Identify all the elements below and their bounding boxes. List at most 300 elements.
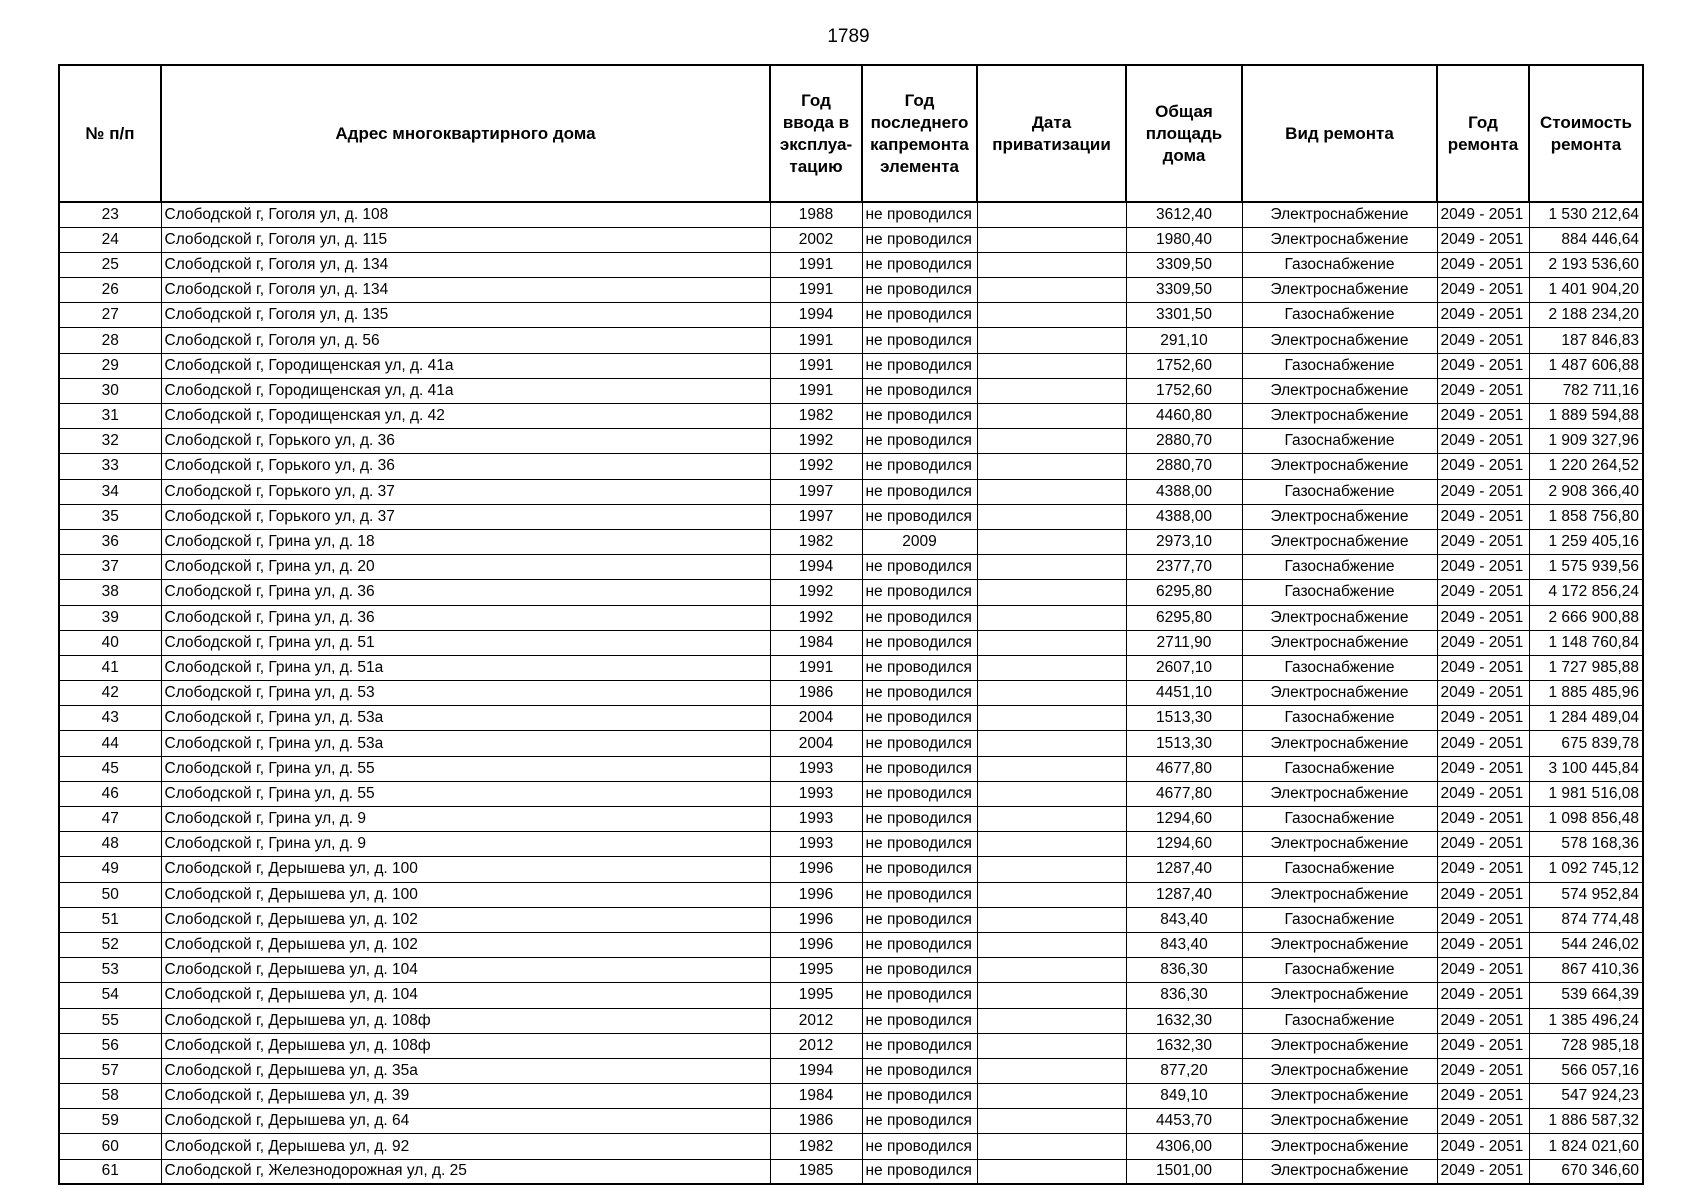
cell-area: 3301,50 — [1126, 303, 1242, 328]
cell-year-built: 1985 — [770, 1159, 862, 1184]
table-row — [59, 429, 1643, 454]
cell-address: Слободской г, Горького ул, д. 36 — [161, 429, 770, 454]
cell-repair-type: Электроснабжение — [1242, 1109, 1437, 1134]
cell-num: 60 — [59, 1134, 161, 1159]
cell-year-built: 1997 — [770, 504, 862, 529]
cell-year-built: 2004 — [770, 731, 862, 756]
cell-privatization — [977, 681, 1126, 706]
cell-repair-year: 2049 - 2051 — [1437, 756, 1529, 781]
table-row — [59, 907, 1643, 932]
cell-area: 1287,40 — [1126, 857, 1242, 882]
cell-address: Слободской г, Грина ул, д. 18 — [161, 529, 770, 554]
cell-repair-type: Электроснабжение — [1242, 227, 1437, 252]
cell-address: Слободской г, Городищенская ул, д. 41а — [161, 353, 770, 378]
cell-repair-year: 2049 - 2051 — [1437, 479, 1529, 504]
cell-cost: 187 846,83 — [1529, 328, 1643, 353]
cell-num: 41 — [59, 655, 161, 680]
cell-repair-year: 2049 - 2051 — [1437, 1109, 1529, 1134]
cell-year-built: 2004 — [770, 706, 862, 731]
cell-num: 29 — [59, 353, 161, 378]
cell-address: Слободской г, Грина ул, д. 53 — [161, 681, 770, 706]
cell-repair-year: 2049 - 2051 — [1437, 202, 1529, 227]
cell-address: Слободской г, Дерышева ул, д. 104 — [161, 958, 770, 983]
cell-repair-type: Электроснабжение — [1242, 1033, 1437, 1058]
cell-num: 59 — [59, 1109, 161, 1134]
cell-privatization — [977, 580, 1126, 605]
cell-privatization — [977, 832, 1126, 857]
cell-year-built: 1993 — [770, 807, 862, 832]
cell-last-repair: 2009 — [862, 529, 977, 554]
table-row — [59, 227, 1643, 252]
cell-privatization — [977, 404, 1126, 429]
cell-address: Слободской г, Дерышева ул, д. 108ф — [161, 1033, 770, 1058]
table-row — [59, 1058, 1643, 1083]
table-row — [59, 454, 1643, 479]
cell-address: Слободской г, Дерышева ул, д. 35а — [161, 1058, 770, 1083]
cell-address: Слободской г, Грина ул, д. 9 — [161, 807, 770, 832]
cell-address: Слободской г, Железнодорожная ул, д. 25 — [161, 1159, 770, 1184]
cell-cost: 1 148 760,84 — [1529, 630, 1643, 655]
cell-area: 1980,40 — [1126, 227, 1242, 252]
cell-cost: 1 530 212,64 — [1529, 202, 1643, 227]
table-row — [59, 404, 1643, 429]
cell-cost: 1 220 264,52 — [1529, 454, 1643, 479]
cell-area: 4306,00 — [1126, 1134, 1242, 1159]
cell-address: Слободской г, Дерышева ул, д. 39 — [161, 1084, 770, 1109]
cell-cost: 578 168,36 — [1529, 832, 1643, 857]
cell-cost: 2 193 536,60 — [1529, 252, 1643, 277]
cell-area: 2880,70 — [1126, 454, 1242, 479]
cell-repair-year: 2049 - 2051 — [1437, 429, 1529, 454]
cell-repair-year: 2049 - 2051 — [1437, 932, 1529, 957]
cell-privatization — [977, 353, 1126, 378]
cell-privatization — [977, 529, 1126, 554]
cell-address: Слободской г, Горького ул, д. 37 — [161, 479, 770, 504]
table-row — [59, 807, 1643, 832]
cell-last-repair: не проводился — [862, 807, 977, 832]
cell-num: 23 — [59, 202, 161, 227]
cell-num: 42 — [59, 681, 161, 706]
cell-last-repair: не проводился — [862, 278, 977, 303]
cell-last-repair: не проводился — [862, 832, 977, 857]
cell-privatization — [977, 378, 1126, 403]
cell-year-built: 1982 — [770, 404, 862, 429]
cell-area: 1632,30 — [1126, 1008, 1242, 1033]
cell-repair-year: 2049 - 2051 — [1437, 1033, 1529, 1058]
cell-last-repair: не проводился — [862, 1134, 977, 1159]
cell-repair-type: Электроснабжение — [1242, 328, 1437, 353]
cell-year-built: 1993 — [770, 832, 862, 857]
cell-repair-year: 2049 - 2051 — [1437, 832, 1529, 857]
cell-num: 57 — [59, 1058, 161, 1083]
cell-repair-year: 2049 - 2051 — [1437, 328, 1529, 353]
cell-year-built: 1991 — [770, 353, 862, 378]
cell-year-built: 1993 — [770, 756, 862, 781]
cell-num: 40 — [59, 630, 161, 655]
cell-address: Слободской г, Дерышева ул, д. 100 — [161, 857, 770, 882]
cell-cost: 1 889 594,88 — [1529, 404, 1643, 429]
cell-cost: 728 985,18 — [1529, 1033, 1643, 1058]
cell-num: 50 — [59, 882, 161, 907]
cell-repair-type: Электроснабжение — [1242, 882, 1437, 907]
header-area: Общая площадь дома — [1126, 65, 1242, 202]
cell-address: Слободской г, Грина ул, д. 20 — [161, 555, 770, 580]
cell-cost: 675 839,78 — [1529, 731, 1643, 756]
cell-num: 52 — [59, 932, 161, 957]
cell-address: Слободской г, Гоголя ул, д. 135 — [161, 303, 770, 328]
cell-privatization — [977, 807, 1126, 832]
cell-repair-type: Электроснабжение — [1242, 278, 1437, 303]
cell-repair-type: Газоснабжение — [1242, 1008, 1437, 1033]
cell-area: 4388,00 — [1126, 479, 1242, 504]
cell-address: Слободской г, Грина ул, д. 9 — [161, 832, 770, 857]
cell-year-built: 1995 — [770, 983, 862, 1008]
table-row — [59, 202, 1643, 227]
cell-last-repair: не проводился — [862, 1159, 977, 1184]
cell-num: 54 — [59, 983, 161, 1008]
cell-last-repair: не проводился — [862, 580, 977, 605]
cell-privatization — [977, 630, 1126, 655]
cell-repair-type: Электроснабжение — [1242, 1084, 1437, 1109]
cell-repair-type: Электроснабжение — [1242, 404, 1437, 429]
cell-repair-year: 2049 - 2051 — [1437, 706, 1529, 731]
cell-year-built: 1991 — [770, 328, 862, 353]
cell-area: 1287,40 — [1126, 882, 1242, 907]
table-row — [59, 655, 1643, 680]
cell-num: 44 — [59, 731, 161, 756]
cell-last-repair: не проводился — [862, 630, 977, 655]
cell-privatization — [977, 328, 1126, 353]
cell-repair-type: Газоснабжение — [1242, 429, 1437, 454]
cell-cost: 1 098 856,48 — [1529, 807, 1643, 832]
cell-area: 2973,10 — [1126, 529, 1242, 554]
cell-year-built: 2002 — [770, 227, 862, 252]
cell-repair-year: 2049 - 2051 — [1437, 731, 1529, 756]
cell-privatization — [977, 454, 1126, 479]
cell-repair-year: 2049 - 2051 — [1437, 605, 1529, 630]
cell-privatization — [977, 252, 1126, 277]
cell-num: 31 — [59, 404, 161, 429]
repair-registry-table — [58, 64, 1644, 1185]
cell-repair-type: Электроснабжение — [1242, 504, 1437, 529]
cell-repair-year: 2049 - 2051 — [1437, 252, 1529, 277]
table-row — [59, 605, 1643, 630]
table-row — [59, 781, 1643, 806]
cell-repair-year: 2049 - 2051 — [1437, 1008, 1529, 1033]
cell-repair-year: 2049 - 2051 — [1437, 378, 1529, 403]
cell-repair-year: 2049 - 2051 — [1437, 454, 1529, 479]
table-row — [59, 1134, 1643, 1159]
cell-year-built: 1991 — [770, 655, 862, 680]
cell-area: 1752,60 — [1126, 353, 1242, 378]
cell-num: 53 — [59, 958, 161, 983]
cell-repair-year: 2049 - 2051 — [1437, 807, 1529, 832]
cell-address: Слободской г, Дерышева ул, д. 102 — [161, 907, 770, 932]
table-body — [59, 202, 1643, 1184]
table-row — [59, 252, 1643, 277]
cell-year-built: 1992 — [770, 454, 862, 479]
cell-cost: 1 487 606,88 — [1529, 353, 1643, 378]
table-row — [59, 1084, 1643, 1109]
header-last-repair: Год последнего капремонта элемента — [862, 65, 977, 202]
cell-year-built: 2012 — [770, 1008, 862, 1033]
cell-repair-type: Электроснабжение — [1242, 202, 1437, 227]
table-row — [59, 504, 1643, 529]
cell-year-built: 1982 — [770, 529, 862, 554]
cell-privatization — [977, 278, 1126, 303]
cell-repair-year: 2049 - 2051 — [1437, 404, 1529, 429]
cell-area: 836,30 — [1126, 983, 1242, 1008]
cell-area: 843,40 — [1126, 932, 1242, 957]
cell-year-built: 1995 — [770, 958, 862, 983]
cell-repair-year: 2049 - 2051 — [1437, 882, 1529, 907]
cell-cost: 1 824 021,60 — [1529, 1134, 1643, 1159]
cell-address: Слободской г, Гоголя ул, д. 56 — [161, 328, 770, 353]
cell-num: 38 — [59, 580, 161, 605]
cell-address: Слободской г, Дерышева ул, д. 104 — [161, 983, 770, 1008]
cell-privatization — [977, 655, 1126, 680]
cell-year-built: 1992 — [770, 580, 862, 605]
cell-last-repair: не проводился — [862, 555, 977, 580]
cell-privatization — [977, 706, 1126, 731]
table-row — [59, 756, 1643, 781]
cell-area: 4677,80 — [1126, 781, 1242, 806]
cell-repair-year: 2049 - 2051 — [1437, 1159, 1529, 1184]
cell-year-built: 1992 — [770, 605, 862, 630]
cell-privatization — [977, 303, 1126, 328]
cell-repair-year: 2049 - 2051 — [1437, 353, 1529, 378]
cell-repair-year: 2049 - 2051 — [1437, 278, 1529, 303]
cell-last-repair: не проводился — [862, 1109, 977, 1134]
cell-repair-year: 2049 - 2051 — [1437, 630, 1529, 655]
cell-privatization — [977, 605, 1126, 630]
cell-cost: 1 886 587,32 — [1529, 1109, 1643, 1134]
cell-year-built: 1992 — [770, 429, 862, 454]
cell-num: 56 — [59, 1033, 161, 1058]
cell-cost: 884 446,64 — [1529, 227, 1643, 252]
table-row — [59, 857, 1643, 882]
cell-num: 55 — [59, 1008, 161, 1033]
cell-repair-type: Электроснабжение — [1242, 932, 1437, 957]
cell-area: 4677,80 — [1126, 756, 1242, 781]
cell-cost: 1 909 327,96 — [1529, 429, 1643, 454]
cell-repair-year: 2049 - 2051 — [1437, 555, 1529, 580]
cell-address: Слободской г, Грина ул, д. 51 — [161, 630, 770, 655]
cell-num: 30 — [59, 378, 161, 403]
cell-privatization — [977, 1008, 1126, 1033]
cell-privatization — [977, 227, 1126, 252]
cell-address: Слободской г, Грина ул, д. 36 — [161, 580, 770, 605]
cell-cost: 1 885 485,96 — [1529, 681, 1643, 706]
header-repair-type: Вид ремонта — [1242, 65, 1437, 202]
cell-address: Слободской г, Горького ул, д. 36 — [161, 454, 770, 479]
cell-area: 1294,60 — [1126, 832, 1242, 857]
cell-last-repair: не проводился — [862, 404, 977, 429]
cell-repair-year: 2049 - 2051 — [1437, 983, 1529, 1008]
cell-year-built: 1991 — [770, 278, 862, 303]
cell-repair-type: Электроснабжение — [1242, 681, 1437, 706]
cell-privatization — [977, 907, 1126, 932]
cell-address: Слободской г, Горького ул, д. 37 — [161, 504, 770, 529]
cell-repair-type: Газоснабжение — [1242, 353, 1437, 378]
cell-repair-type: Электроснабжение — [1242, 454, 1437, 479]
cell-num: 27 — [59, 303, 161, 328]
cell-last-repair: не проводился — [862, 227, 977, 252]
cell-last-repair: не проводился — [862, 353, 977, 378]
cell-repair-type: Газоснабжение — [1242, 555, 1437, 580]
cell-privatization — [977, 1134, 1126, 1159]
cell-cost: 1 575 939,56 — [1529, 555, 1643, 580]
cell-privatization — [977, 1109, 1126, 1134]
cell-area: 291,10 — [1126, 328, 1242, 353]
table-row — [59, 555, 1643, 580]
cell-address: Слободской г, Грина ул, д. 53а — [161, 706, 770, 731]
cell-area: 3309,50 — [1126, 252, 1242, 277]
cell-address: Слободской г, Дерышева ул, д. 100 — [161, 882, 770, 907]
cell-num: 39 — [59, 605, 161, 630]
cell-privatization — [977, 731, 1126, 756]
header-row — [59, 65, 1643, 202]
cell-address: Слободской г, Грина ул, д. 55 — [161, 781, 770, 806]
cell-privatization — [977, 429, 1126, 454]
cell-cost: 1 981 516,08 — [1529, 781, 1643, 806]
cell-year-built: 1991 — [770, 252, 862, 277]
cell-repair-year: 2049 - 2051 — [1437, 781, 1529, 806]
cell-area: 4388,00 — [1126, 504, 1242, 529]
cell-cost: 670 346,60 — [1529, 1159, 1643, 1184]
cell-last-repair: не проводился — [862, 429, 977, 454]
table-row — [59, 958, 1643, 983]
cell-repair-year: 2049 - 2051 — [1437, 857, 1529, 882]
cell-year-built: 1994 — [770, 1058, 862, 1083]
cell-repair-type: Газоснабжение — [1242, 479, 1437, 504]
cell-privatization — [977, 983, 1126, 1008]
cell-cost: 874 774,48 — [1529, 907, 1643, 932]
cell-repair-type: Электроснабжение — [1242, 983, 1437, 1008]
cell-cost: 1 284 489,04 — [1529, 706, 1643, 731]
table-row — [59, 353, 1643, 378]
cell-area: 2880,70 — [1126, 429, 1242, 454]
cell-year-built: 1994 — [770, 303, 862, 328]
header-cost: Стоимость ремонта — [1529, 65, 1643, 202]
cell-repair-year: 2049 - 2051 — [1437, 504, 1529, 529]
cell-privatization — [977, 882, 1126, 907]
cell-address: Слободской г, Дерышева ул, д. 64 — [161, 1109, 770, 1134]
cell-last-repair: не проводился — [862, 882, 977, 907]
cell-address: Слободской г, Грина ул, д. 36 — [161, 605, 770, 630]
cell-area: 877,20 — [1126, 1058, 1242, 1083]
cell-privatization — [977, 202, 1126, 227]
cell-privatization — [977, 1159, 1126, 1184]
cell-year-built: 1991 — [770, 378, 862, 403]
cell-privatization — [977, 1058, 1126, 1083]
cell-repair-type: Электроснабжение — [1242, 605, 1437, 630]
cell-num: 49 — [59, 857, 161, 882]
cell-last-repair: не проводился — [862, 706, 977, 731]
cell-address: Слободской г, Дерышева ул, д. 92 — [161, 1134, 770, 1159]
cell-area: 1294,60 — [1126, 807, 1242, 832]
cell-num: 48 — [59, 832, 161, 857]
cell-cost: 1 727 985,88 — [1529, 655, 1643, 680]
cell-last-repair: не проводился — [862, 932, 977, 957]
cell-repair-type: Электроснабжение — [1242, 1159, 1437, 1184]
cell-area: 6295,80 — [1126, 605, 1242, 630]
cell-repair-type: Газоснабжение — [1242, 706, 1437, 731]
page-number: 1789 — [827, 26, 870, 47]
cell-area: 2607,10 — [1126, 655, 1242, 680]
cell-repair-type: Электроснабжение — [1242, 529, 1437, 554]
cell-repair-type: Газоснабжение — [1242, 756, 1437, 781]
cell-privatization — [977, 479, 1126, 504]
table-row — [59, 882, 1643, 907]
cell-year-built: 2012 — [770, 1033, 862, 1058]
cell-num: 58 — [59, 1084, 161, 1109]
cell-area: 836,30 — [1126, 958, 1242, 983]
cell-address: Слободской г, Грина ул, д. 53а — [161, 731, 770, 756]
cell-repair-type: Электроснабжение — [1242, 731, 1437, 756]
cell-privatization — [977, 857, 1126, 882]
table-row — [59, 630, 1643, 655]
table-row — [59, 303, 1643, 328]
table-row — [59, 681, 1643, 706]
table-row — [59, 580, 1643, 605]
header-privatization: Дата приватизации — [977, 65, 1126, 202]
cell-cost: 1 259 405,16 — [1529, 529, 1643, 554]
cell-year-built: 1993 — [770, 781, 862, 806]
cell-area: 2377,70 — [1126, 555, 1242, 580]
cell-repair-type: Электроснабжение — [1242, 1134, 1437, 1159]
cell-year-built: 1994 — [770, 555, 862, 580]
table-row — [59, 1008, 1643, 1033]
cell-last-repair: не проводился — [862, 1084, 977, 1109]
table-row — [59, 328, 1643, 353]
cell-address: Слободской г, Гоголя ул, д. 108 — [161, 202, 770, 227]
cell-last-repair: не проводился — [862, 1008, 977, 1033]
cell-last-repair: не проводился — [862, 1033, 977, 1058]
cell-num: 34 — [59, 479, 161, 504]
cell-cost: 1 401 904,20 — [1529, 278, 1643, 303]
cell-address: Слободской г, Дерышева ул, д. 102 — [161, 932, 770, 957]
cell-repair-year: 2049 - 2051 — [1437, 655, 1529, 680]
cell-cost: 867 410,36 — [1529, 958, 1643, 983]
cell-last-repair: не проводился — [862, 605, 977, 630]
cell-repair-year: 2049 - 2051 — [1437, 681, 1529, 706]
cell-repair-year: 2049 - 2051 — [1437, 1058, 1529, 1083]
cell-area: 1752,60 — [1126, 378, 1242, 403]
cell-repair-type: Электроснабжение — [1242, 832, 1437, 857]
cell-last-repair: не проводился — [862, 454, 977, 479]
cell-address: Слободской г, Городищенская ул, д. 41а — [161, 378, 770, 403]
cell-num: 45 — [59, 756, 161, 781]
cell-last-repair: не проводился — [862, 958, 977, 983]
cell-privatization — [977, 504, 1126, 529]
cell-last-repair: не проводился — [862, 907, 977, 932]
table-row — [59, 1033, 1643, 1058]
table-row — [59, 479, 1643, 504]
table-row — [59, 832, 1643, 857]
cell-repair-type: Газоснабжение — [1242, 580, 1437, 605]
cell-last-repair: не проводился — [862, 1058, 977, 1083]
cell-cost: 4 172 856,24 — [1529, 580, 1643, 605]
cell-address: Слободской г, Гоголя ул, д. 115 — [161, 227, 770, 252]
header-repair-year: Год ремонта — [1437, 65, 1529, 202]
cell-cost: 1 092 745,12 — [1529, 857, 1643, 882]
cell-cost: 1 385 496,24 — [1529, 1008, 1643, 1033]
cell-area: 4460,80 — [1126, 404, 1242, 429]
cell-area: 1632,30 — [1126, 1033, 1242, 1058]
cell-num: 36 — [59, 529, 161, 554]
header-year-built: Год ввода в эксплуа-тацию — [770, 65, 862, 202]
